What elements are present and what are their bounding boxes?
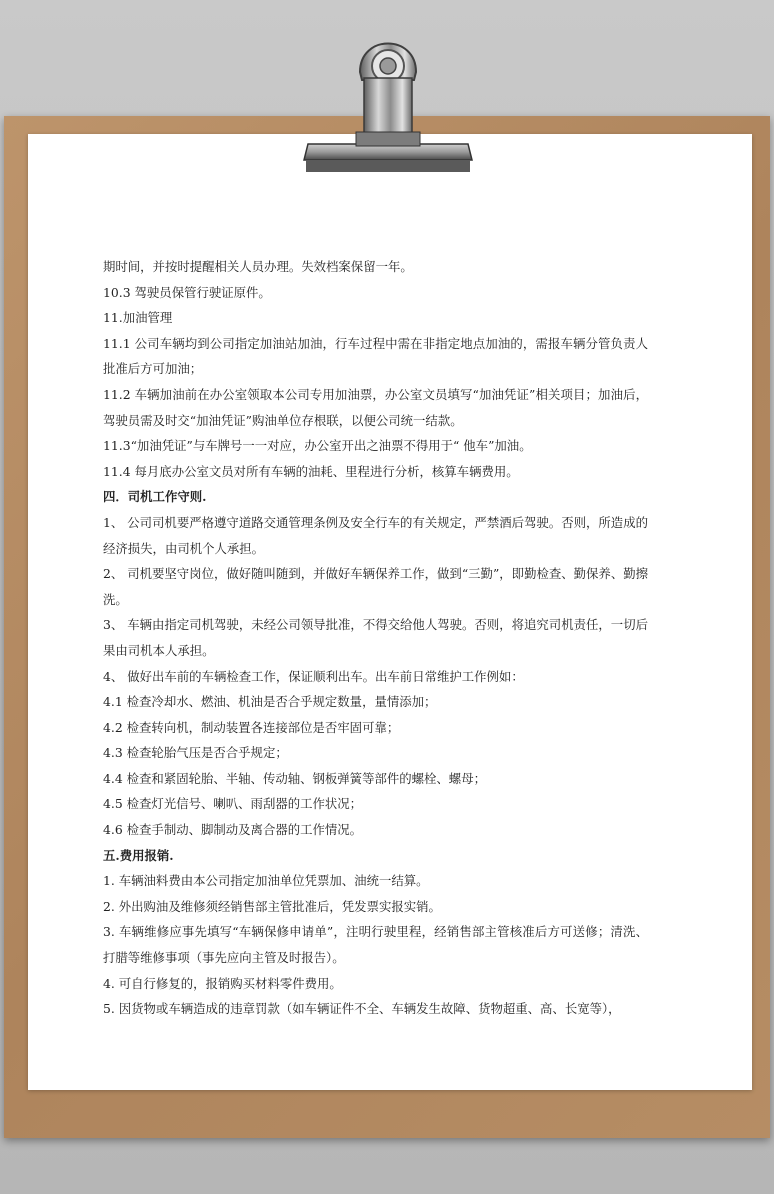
paragraph: 11.3“加油凭证”与车牌号一一对应，办公室开出之油票不得用于“ 他车”加油。 (103, 438, 532, 454)
paragraph: 4.4 检查和紧固轮胎、半轴、传动轴、钢板弹簧等部件的螺栓、螺母； (103, 770, 486, 786)
paragraph: 11.加油管理 (103, 310, 173, 326)
section-heading: 五.费用报销. (103, 847, 174, 863)
paragraph: 4.2 检查转向机，制动装置各连接部位是否牢固可靠； (103, 719, 400, 735)
section-heading: 四．司机工作守则. (103, 489, 207, 505)
paragraph: 4.6 检查手制动、脚制动及离合器的工作情况。 (103, 822, 363, 838)
paragraph: 3. 车辆维修应事先填写“车辆保修申请单”，注明行驶里程，经销售部主管核准后方可送修；清洗、打腊等维修事项（事先应向主管及时报告）。 (103, 924, 648, 966)
paragraph: 期时间，并按时提醒相关人员办理。失效档案保留一年。 (103, 259, 413, 274)
paragraph: 11.1 公司车辆均到公司指定加油站加油，行车过程中需在非指定地点加油的，需报车辆分管负责人批准后方可加油； (103, 335, 648, 377)
paragraph: 2、 司机要坚守岗位，做好随叫随到，并做好车辆保养工作，做到“三勤”，即勤检查、勤保养、勤擦洗。 (103, 566, 648, 607)
paragraph: 1. 车辆油料费由本公司指定加油单位凭票加、油统一结算。 (103, 873, 429, 889)
paragraph: 4.1 检查冷却水、燃油、机油是否合乎规定数量，量情添加； (103, 694, 437, 710)
paragraph: 1、 公司司机要严格遵守道路交通管理条例及安全行车的有关规定，严禁酒后驾驶。否则，所造成的经济损失，由司机个人承担。 (103, 514, 648, 556)
paragraph: 3、 车辆由指定司机驾驶，未经公司领导批准，不得交给他人驾驶。否则，将追究司机责任，一切后果由司机本人承担。 (103, 617, 648, 658)
paragraph: 11.2 车辆加油前在办公室领取本公司专用加油票，办公室文员填写“加油凭证”相关项目；加油后，驾驶员需及时交“加油凭证”购油单位存根联，以便公司统一结款。 (103, 386, 648, 428)
paragraph: 10.3 驾驶员保管行驶证原件。 (103, 284, 271, 300)
paragraph: 5. 因货物或车辆造成的违章罚款（如车辆证件不全、车辆发生故障、货物超重、高、长宽等）， (103, 1001, 621, 1017)
paragraph: 4.3 检查轮胎气压是否合乎规定； (103, 745, 288, 761)
binder-clip-icon (296, 20, 480, 178)
paragraph: 4.5 检查灯光信号、喇叭、雨刮器的工作状况； (103, 796, 363, 812)
document-body (103, 254, 648, 1022)
paragraph: 2. 外出购油及维修须经销售部主管批准后，凭发票实报实销。 (103, 898, 441, 914)
paragraph: 4、 做好出车前的车辆检查工作，保证顺利出车。出车前日常维护工作例如： (103, 668, 524, 684)
paragraph: 4. 可自行修复的，报销购买材料零件费用。 (103, 975, 342, 991)
paragraph: 11.4 每月底办公室文员对所有车辆的油耗、里程进行分析，核算车辆费用。 (103, 463, 519, 479)
